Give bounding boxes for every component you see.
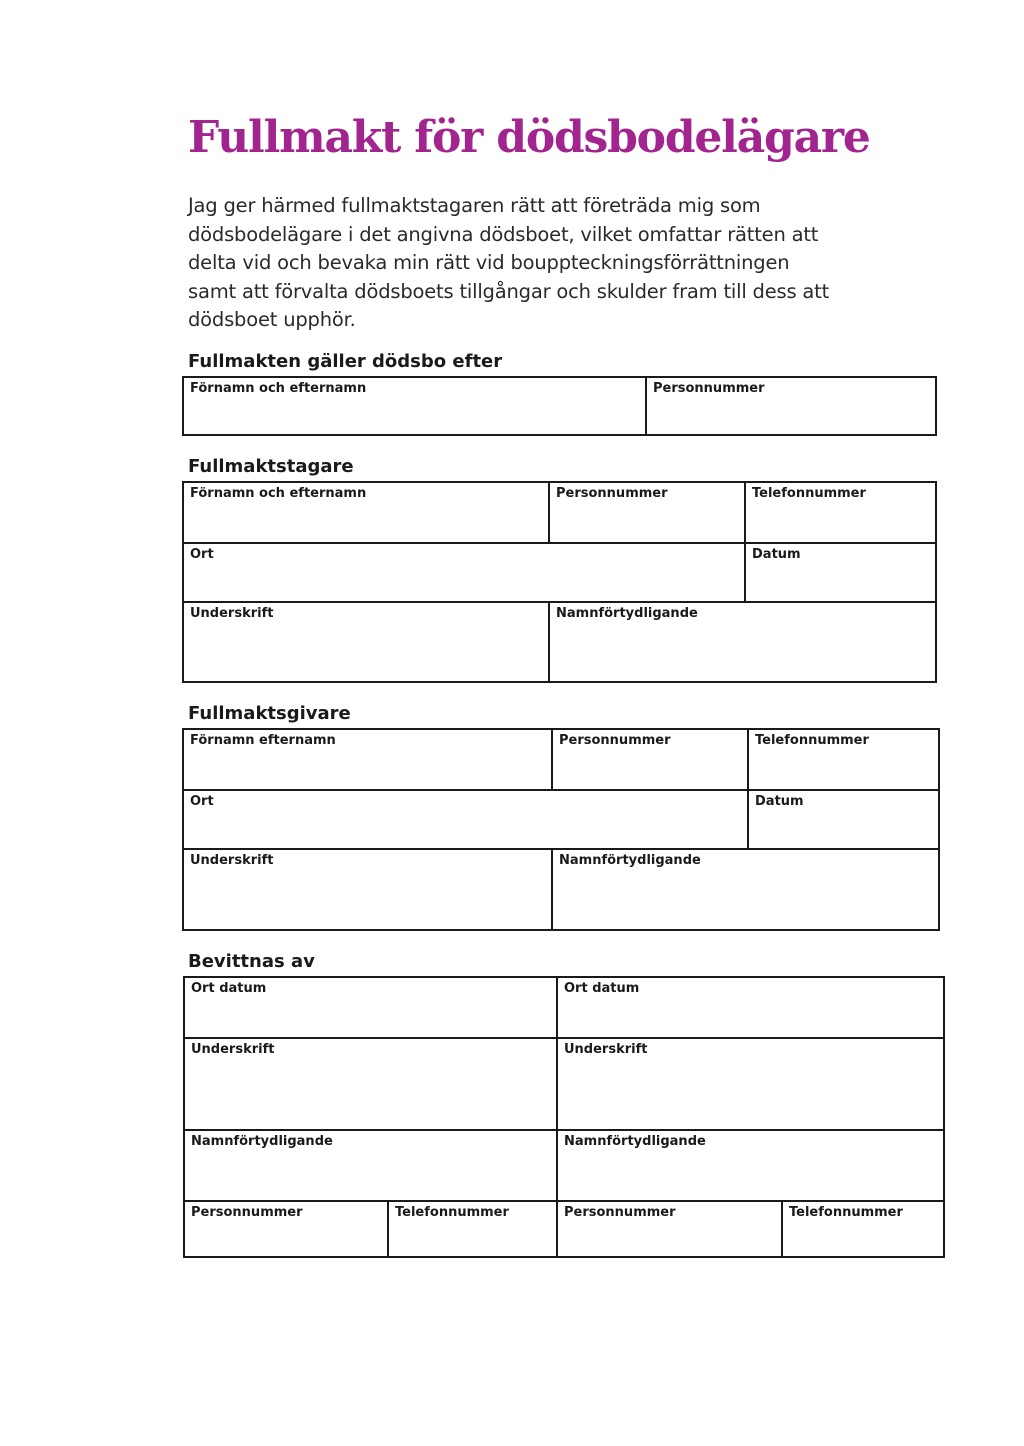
witness-2-phone-field[interactable]: Telefonnummer [781,1202,943,1256]
agent-form-grid [182,481,937,683]
witness-2-signature-field[interactable]: Underskrift [556,1039,943,1129]
agent-signature-field[interactable]: Underskrift [190,606,274,621]
intro-line: delta vid och bevaka min rätt vid bouppteckningsförrättningen [188,251,790,274]
form-row [184,730,938,789]
intro-line: dödsboet upphör. [188,308,356,331]
witness-2-place-date-field[interactable]: Ort datum [556,978,943,1037]
form-row [184,542,935,601]
form-row [185,1129,943,1200]
intro-line: Jag ger härmed fullmaktstagaren rätt att företräda mig som [188,194,761,217]
section-heading-witnesses: Bevittnas av [188,951,315,972]
principal-place-field[interactable]: Ort [190,794,214,809]
witness-2-personal-number-field[interactable]: Personnummer [556,1202,781,1256]
principal-signature-field[interactable]: Underskrift [190,853,274,868]
principal-name-field[interactable]: Förnamn efternamn [190,733,336,748]
section-heading-deceased: Fullmakten gäller dödsbo efter [188,351,503,372]
form-row [184,601,935,681]
form-row [185,978,943,1037]
agent-name-clarification-field[interactable]: Namnförtydligande [548,603,935,681]
agent-name-field[interactable]: Förnamn och efternamn [190,486,367,501]
deceased-form-grid [182,376,937,436]
form-row [184,378,935,434]
form-row [185,1200,943,1256]
form-row [185,1037,943,1129]
form-row [184,848,938,929]
witness-1-name-clarification-field[interactable]: Namnförtydligande [191,1134,333,1149]
principal-personal-number-field[interactable]: Personnummer [551,730,747,789]
witnesses-form-grid [183,976,945,1258]
agent-place-field[interactable]: Ort [190,547,214,562]
witness-1-phone-field[interactable]: Telefonnummer [387,1202,556,1256]
intro-line: dödsbodelägare i det angivna dödsboet, vilket omfattar rätten att [188,222,819,246]
principal-phone-field[interactable]: Telefonnummer [747,730,938,789]
witness-2-name-clarification-field[interactable]: Namnförtydligande [556,1131,943,1200]
intro-line: samt att förvalta dödsboets tillgångar och skulder fram till dess att [188,279,830,303]
section-heading-principal: Fullmaktsgivare [188,703,351,724]
agent-personal-number-field[interactable]: Personnummer [548,483,744,542]
deceased-name-field[interactable]: Förnamn och efternamn [190,381,367,396]
witness-1-place-date-field[interactable]: Ort datum [191,981,267,996]
intro-paragraph [188,192,888,335]
witness-1-signature-field[interactable]: Underskrift [191,1042,275,1057]
agent-phone-field[interactable]: Telefonnummer [744,483,935,542]
witness-1-personal-number-field[interactable]: Personnummer [191,1205,303,1220]
form-row [184,789,938,848]
principal-date-field[interactable]: Datum [747,791,938,848]
section-heading-agent: Fullmaktstagare [188,456,354,477]
deceased-personal-number-field[interactable]: Personnummer [645,378,935,434]
form-row [184,483,935,542]
agent-date-field[interactable]: Datum [744,544,935,601]
document-title: Fullmakt för dödsbodelägare [188,112,870,163]
principal-form-grid [182,728,940,931]
principal-name-clarification-field[interactable]: Namnförtydligande [551,850,938,929]
